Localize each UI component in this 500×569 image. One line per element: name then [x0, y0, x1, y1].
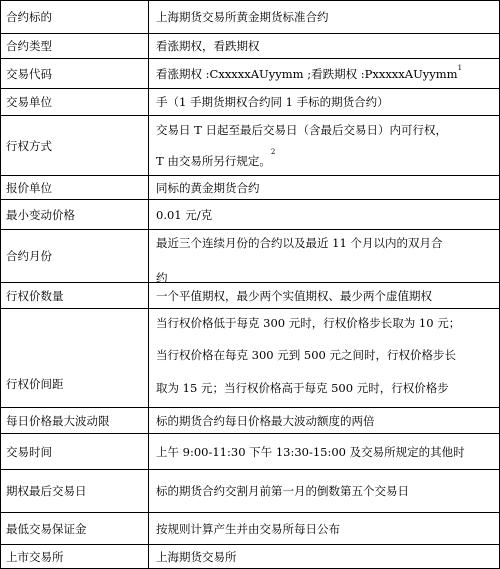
- table-row: [1, 200, 499, 230]
- table-row: [1, 283, 499, 309]
- row-label: 每日价格最大波动限: [1, 408, 149, 433]
- row-label: 合约类型: [1, 34, 149, 58]
- table-row: [1, 89, 499, 116]
- table-row: [1, 513, 499, 545]
- table-row: [1, 230, 499, 283]
- row-value: [149, 309, 499, 407]
- row-value: 上海期货交易所黄金期货标准合约: [156, 10, 329, 24]
- row-value: 同标的黄金期货合约: [156, 180, 260, 195]
- row-label: 期权最后交易日: [1, 470, 149, 512]
- row-label: 行权价间距: [1, 309, 149, 407]
- value-line: 当行权价格在每克 300 元到 500 元之间时，行权价格步长: [156, 348, 457, 362]
- row-label: 最低交易保证金: [1, 513, 149, 544]
- row-value: [149, 116, 499, 175]
- row-value: 看涨期权 :CxxxxxAUyymm ;看跌期权 :PxxxxxAUyymm $^1$: [156, 63, 463, 81]
- row-value: 标的期货合约每日价格最大波动额度的两倍: [156, 413, 375, 428]
- row-value: 一个平值期权，最少两个实值期权、最少两个虚值期权: [156, 288, 432, 303]
- row-label: 最小变动价格: [1, 200, 149, 229]
- table-row: [1, 34, 499, 59]
- value-line: 约: [156, 271, 168, 285]
- row-label: 交易时间: [1, 434, 149, 469]
- row-label: 合约标的: [1, 1, 149, 33]
- value-line: 当行权价格低于每克 300 元时，行权价格步长取为 10 元；: [156, 316, 461, 330]
- footnote-marker: 1: [457, 63, 463, 72]
- table-row: [1, 116, 499, 176]
- row-value: 上海期货交易所: [156, 549, 237, 564]
- table-row: [1, 545, 499, 568]
- value-line: T 由交易所另行规定。$^2$: [156, 148, 276, 168]
- footnote-marker: 2: [270, 148, 276, 157]
- table-row: [1, 434, 499, 470]
- table-row: [1, 408, 499, 434]
- row-label: 上市交易所: [1, 545, 149, 568]
- row-value: 上午 9:00-11:30 下午 13:30-15:00 及交易所规定的其他时: [156, 444, 465, 459]
- table-row: [1, 59, 499, 89]
- value-line: 取为 15 元；当行权价格高于每克 500 元时，行权价格步: [156, 381, 449, 395]
- row-value: 标的期货合约交割月前第一月的倒数第五个交易日: [156, 484, 409, 498]
- table-row: [1, 309, 499, 408]
- value-line: 最近三个连续月份的合约以及最近 11 个月以内的双月合: [156, 236, 443, 250]
- row-value: [149, 230, 499, 285]
- table-row: [1, 1, 499, 34]
- table-row: [1, 470, 499, 513]
- row-label: 行权方式: [1, 116, 149, 175]
- row-value: 手（1 手期货期权合约同 1 手标的期货合约）: [156, 95, 389, 109]
- row-label: 交易单位: [1, 89, 149, 115]
- row-value: 看涨期权，看跌期权: [156, 39, 260, 53]
- row-label: 交易代码: [1, 59, 149, 88]
- row-label: 行权价数量: [1, 283, 149, 308]
- row-value: 0.01 元/克: [156, 207, 213, 222]
- row-label: 合约月份: [1, 230, 149, 282]
- row-value: 按规则计算产生并由交易所每日公布: [156, 521, 340, 536]
- value-line: 交易日 T 日起至最后交易日（含最后交易日）内可行权，: [156, 123, 447, 137]
- row-label: 报价单位: [1, 176, 149, 199]
- table-row: [1, 176, 499, 200]
